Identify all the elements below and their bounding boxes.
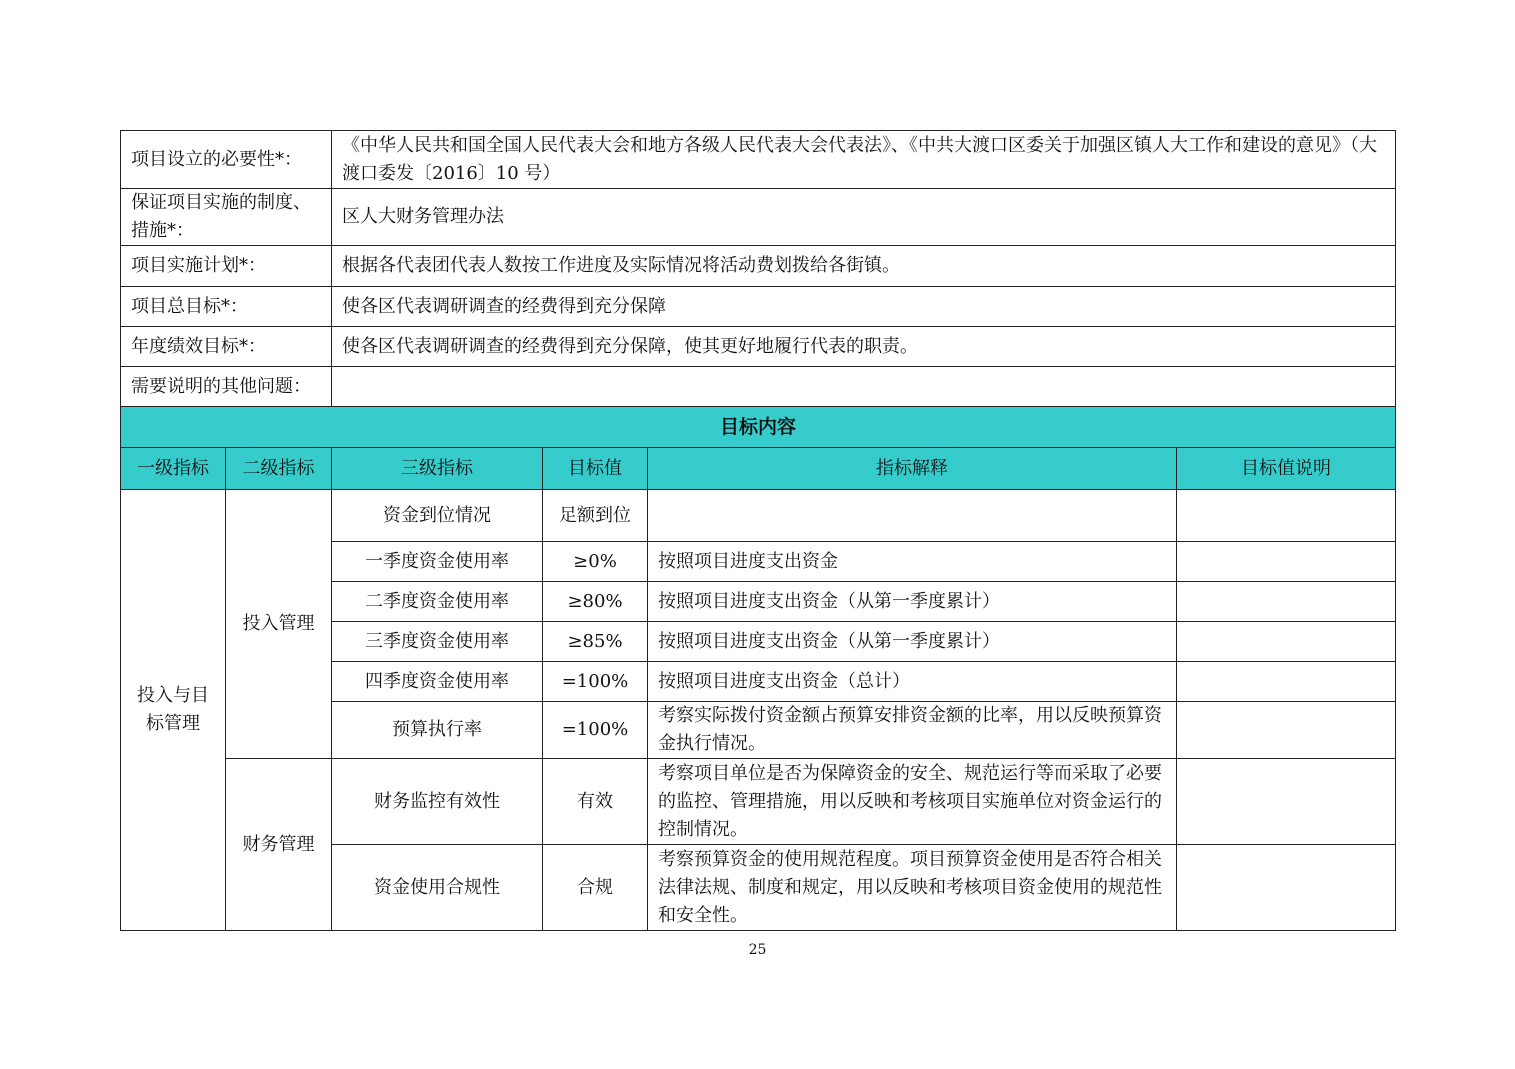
info-row — [121, 287, 1396, 327]
table-row — [121, 759, 1396, 845]
target-cell: =100% — [543, 702, 648, 759]
target-cell: ≥0% — [543, 542, 648, 582]
column-header: 指标解释 — [648, 448, 1177, 490]
info-value: 使各区代表调研调查的经费得到充分保障 — [332, 287, 1396, 327]
column-header-row — [121, 448, 1396, 490]
target-cell: ≥80% — [543, 582, 648, 622]
column-header: 二级指标 — [226, 448, 332, 490]
target-cell: 足额到位 — [543, 490, 648, 542]
info-label: 项目总目标*： — [121, 287, 332, 327]
note-cell — [1177, 662, 1396, 702]
info-value: 使各区代表调研调查的经费得到充分保障，使其更好地履行代表的职责。 — [332, 327, 1396, 367]
explain-cell: 考察预算资金的使用规范程度。项目预算资金使用是否符合相关法律法规、制度和规定，用以反映和考核项目资金使用的规范性和安全性。 — [648, 845, 1177, 931]
info-value: 根据各代表团代表人数按工作进度及实际情况将活动费划拨给各街镇。 — [332, 246, 1396, 287]
explain-cell: 考察项目单位是否为保障资金的安全、规范运行等而采取了必要的监控、管理措施，用以反映和考核项目实施单位对资金运行的控制情况。 — [648, 759, 1177, 845]
explain-cell: 按照项目进度支出资金（从第一季度累计） — [648, 582, 1177, 622]
page-number: 25 — [748, 942, 767, 958]
note-cell — [1177, 759, 1396, 845]
explain-cell: 考察实际拨付资金额占预算安排资金额的比率，用以反映预算资金执行情况。 — [648, 702, 1177, 759]
section-title: 目标内容 — [121, 407, 1396, 448]
level3-cell: 三季度资金使用率 — [332, 622, 543, 662]
level3-cell: 一季度资金使用率 — [332, 542, 543, 582]
info-label: 项目实施计划*： — [121, 246, 332, 287]
level3-cell: 资金到位情况 — [332, 490, 543, 542]
info-value — [332, 367, 1396, 407]
level3-cell: 财务监控有效性 — [332, 759, 543, 845]
level2-cell: 财务管理 — [226, 759, 332, 931]
explain-cell: 按照项目进度支出资金（总计） — [648, 662, 1177, 702]
note-cell — [1177, 490, 1396, 542]
note-cell — [1177, 542, 1396, 582]
project-table — [120, 130, 1396, 931]
level3-cell: 二季度资金使用率 — [332, 582, 543, 622]
info-row — [121, 367, 1396, 407]
level1-cell: 投入与目标管理 — [121, 490, 226, 931]
explain-cell: 按照项目进度支出资金 — [648, 542, 1177, 582]
target-cell: ≥85% — [543, 622, 648, 662]
explain-cell: 按照项目进度支出资金（从第一季度累计） — [648, 622, 1177, 662]
info-value: 《中华人民共和国全国人民代表大会和地方各级人民代表大会代表法》、《中共大渡口区委关于加强区镇人大工作和建设的意见》（大渡口委发〔2016〕10 号） — [332, 131, 1396, 189]
note-cell — [1177, 622, 1396, 662]
info-row — [121, 327, 1396, 367]
info-label: 年度绩效目标*： — [121, 327, 332, 367]
level2-cell: 投入管理 — [226, 490, 332, 759]
explain-cell — [648, 490, 1177, 542]
note-cell — [1177, 582, 1396, 622]
column-header: 一级指标 — [121, 448, 226, 490]
note-cell — [1177, 845, 1396, 931]
level3-cell: 四季度资金使用率 — [332, 662, 543, 702]
info-value: 区人大财务管理办法 — [332, 189, 1396, 246]
info-label: 项目设立的必要性*： — [121, 131, 332, 189]
column-header: 三级指标 — [332, 448, 543, 490]
level3-cell: 预算执行率 — [332, 702, 543, 759]
target-cell: =100% — [543, 662, 648, 702]
note-cell — [1177, 702, 1396, 759]
info-row — [121, 131, 1396, 189]
level3-cell: 资金使用合规性 — [332, 845, 543, 931]
info-row — [121, 246, 1396, 287]
info-label: 保证项目实施的制度、措施*： — [121, 189, 332, 246]
column-header: 目标值说明 — [1177, 448, 1396, 490]
target-cell: 合规 — [543, 845, 648, 931]
table-row — [121, 490, 1396, 542]
info-row — [121, 189, 1396, 246]
target-cell: 有效 — [543, 759, 648, 845]
column-header: 目标值 — [543, 448, 648, 490]
section-header-row — [121, 407, 1396, 448]
info-label: 需要说明的其他问题： — [121, 367, 332, 407]
